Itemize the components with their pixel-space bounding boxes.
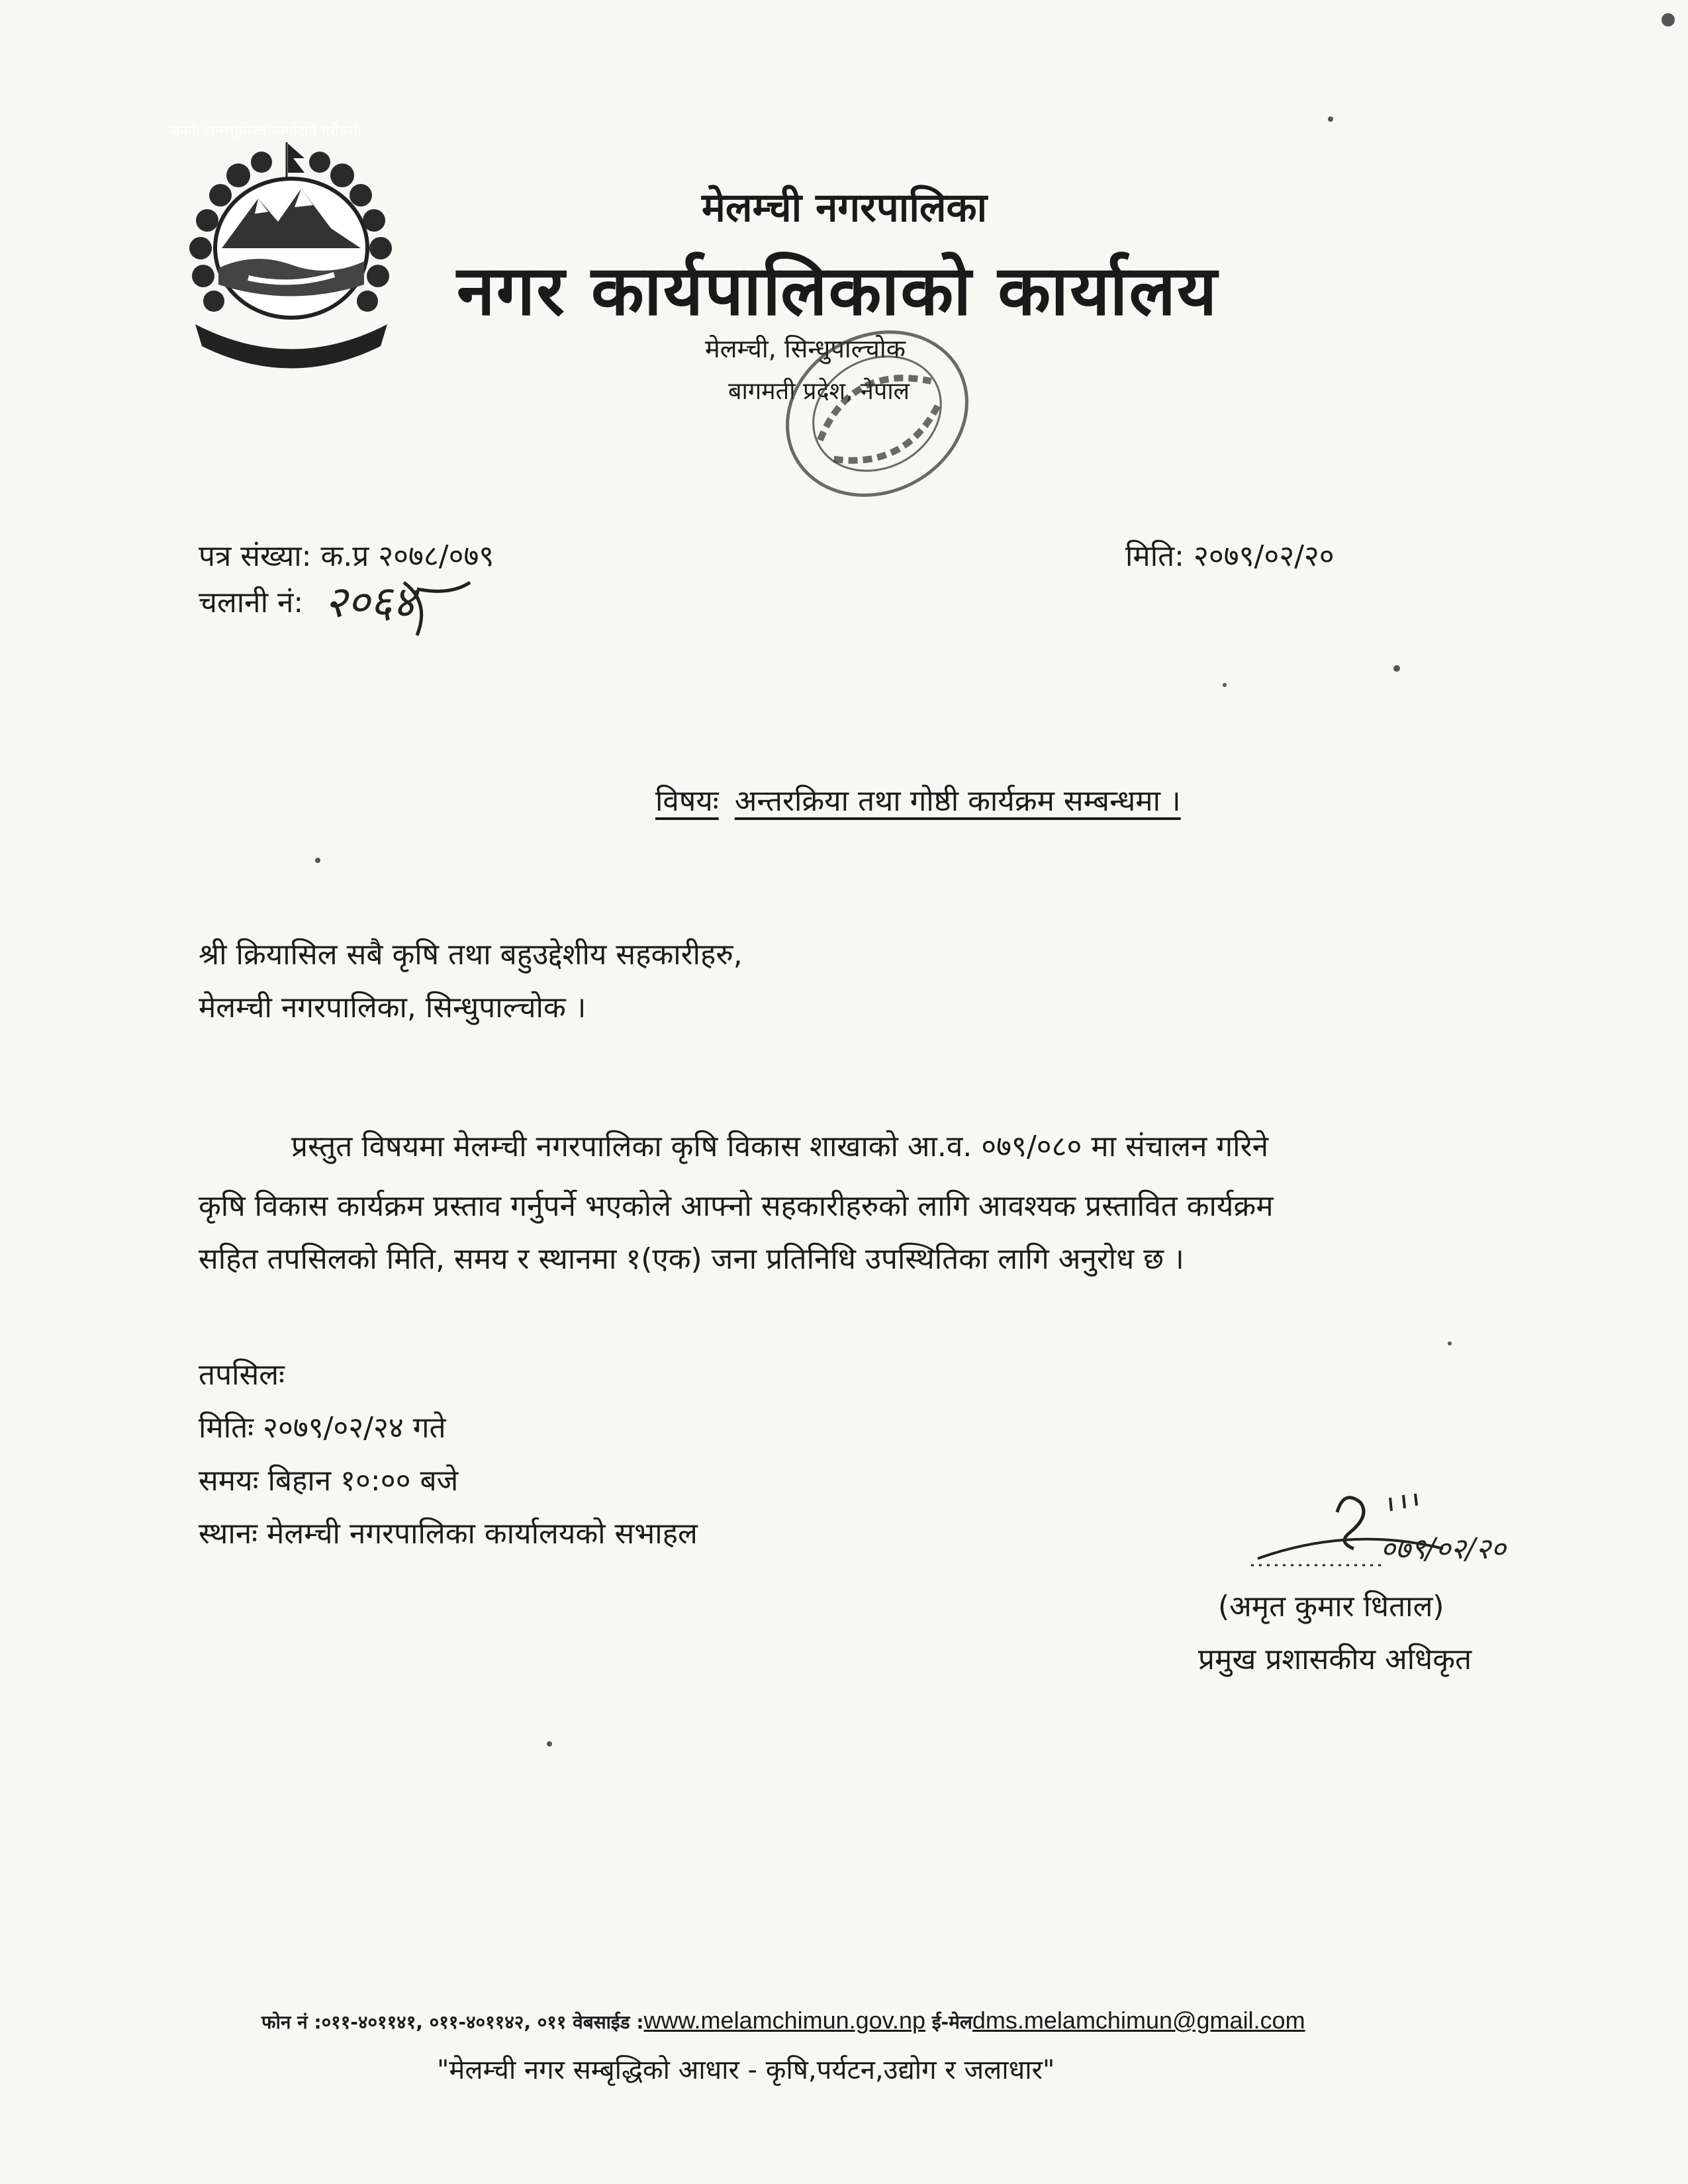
website-link[interactable]: www.melamchimun.gov.np (643, 2007, 926, 2034)
signatory-title: प्रमुख प्रशासकीय अधिकृत (1198, 1643, 1472, 1676)
schedule-time: समयः बिहान १०:०० बजे (199, 1464, 459, 1498)
email-link[interactable]: dms.melamchimun@gmail.com (972, 2007, 1305, 2034)
handwritten-signature-icon (1244, 1486, 1549, 1585)
letter-date: मिति: २०७९/०२/२० (1125, 539, 1335, 573)
municipality-name: मेलम्ची नगरपालिका (702, 185, 988, 231)
letter-number: पत्र संख्या: क.प्र २०७८/०७९ (199, 539, 494, 573)
office-name: नगर कार्यपालिकाको कार्यालय (457, 250, 1219, 331)
addressee-line-1: श्री क्रियासिल सबै कृषि तथा बहुउद्देशीय सहकारीहरु, (199, 938, 743, 972)
subject-label: विषयः (655, 784, 719, 818)
signatory-name: (अमृत कुमार धिताल) (1218, 1590, 1444, 1623)
dispatch-label: चलानी नं: (199, 586, 304, 619)
footer-motto: "मेलम्ची नगर सम्बृद्धिको आधार - कृषि,पर्यटन,उद्योग र जलाधार" (437, 2055, 1055, 2085)
subject-line (655, 780, 1181, 819)
address-line-2: बागमती प्रदेश, नेपाल (728, 378, 910, 405)
subject-text: अन्तरक्रिया तथा गोष्ठी कार्यक्रम सम्बन्धमा । (734, 784, 1181, 818)
dispatch-number: २०६४ (324, 576, 416, 627)
schedule-date: मितिः २०७९/०२/२४ गते (199, 1411, 446, 1445)
body-line-3: सहित तपसिलको मिति, समय र स्थानमा १(एक) जना प्रतिनिधि उपस्थितिका लागि अनुरोध छ । (199, 1242, 1184, 1276)
handwritten-dispatch-number (318, 569, 490, 642)
emblem-motto: जननी जन्मभूमिश्च स्वर्गादपि गरीयसी (169, 123, 361, 140)
schedule-venue: स्थानः मेलम्ची नगरपालिका कार्यालयको सभाहल (199, 1517, 698, 1551)
nepal-coat-of-arms-icon (169, 123, 414, 367)
contact-line (261, 2007, 1305, 2034)
body-line-2: कृषि विकास कार्यक्रम प्रस्ताव गर्नुपर्ने भएकोले आफ्नो सहकारीहरुको लागि आवश्यक प्रस्तावित कार्यक्रम (199, 1189, 1274, 1223)
address-line-1: मेलम्ची, सिन्धुपाल्चोक (705, 334, 906, 363)
body-line-1: प्रस्तुत विषयमा मेलम्ची नगरपालिका कृषि विकास शाखाको आ.व. ०७९/०८० मा संचालन गरिने (291, 1130, 1268, 1163)
addressee-line-2: मेलम्ची नगरपालिका, सिन्धुपाल्चोक । (199, 991, 586, 1024)
email-label: ई-मेल (925, 2011, 972, 2033)
signature-date: ०७९/०२/२० (1380, 1532, 1506, 1566)
office-round-stamp-icon (768, 318, 986, 510)
schedule-heading: तपसिलः (199, 1358, 285, 1392)
phone-numbers: फोन नं :०११-४०११४१, ०११-४०११४२, ०११ वेबसाईड : (261, 2011, 644, 2033)
